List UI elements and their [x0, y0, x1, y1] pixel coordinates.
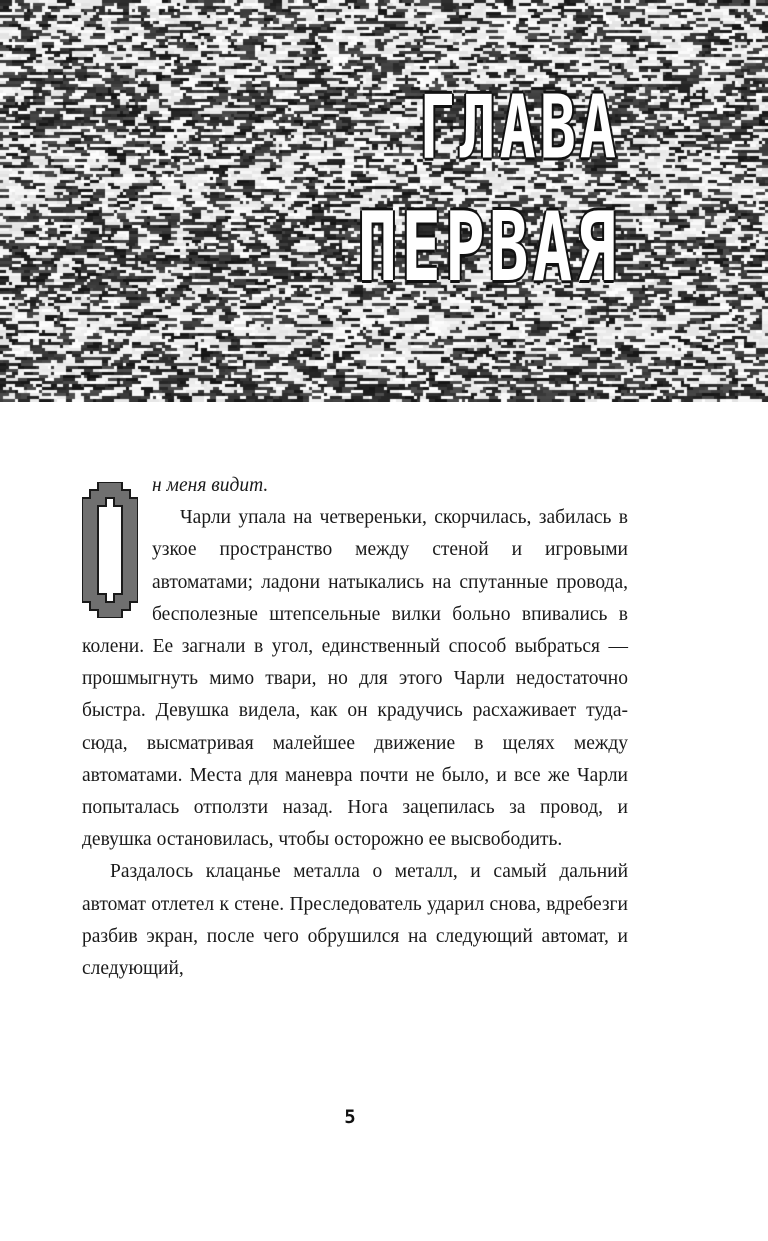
drop-cap-letter: [82, 482, 138, 618]
opening-line: н меня видит.: [152, 475, 269, 496]
paragraph: Чарли упала на четвереньки, скорчилась, забилась в узкое пространство между стеной и игровыми автоматами; ладони натыкались на спутанные провода, бесполезные штепсельные вилки больно впивались в колени. Ее загнали в угол, единственный способ выбраться — прошмыгнуть мимо твари, но для этого Чарли недостаточно быстра. Девушка видела, как он крадучись расхаживает туда-сюда, высматривая малейшее движение в щелях между автоматами. Места для маневра почти не было, и все же Чарли попыталась отползти назад. Нога зацепилась за провод, и девушка остановилась, чтобы осторожно ее высвободить.: [82, 507, 628, 851]
chapter-title-line-1: ГЛАВА: [419, 77, 620, 180]
chapter-header-static: [0, 0, 768, 402]
chapter-title-line-2: ПЕРВАЯ: [357, 191, 620, 304]
paragraph: Раздалось клацанье металла о металл, и самый дальний автомат отлетел к стене. Преследователь ударил снова, вдребезги разбив экран, после чего обрушился на следующий автомат, и следующий,: [82, 861, 628, 980]
chapter-body-text: [82, 470, 628, 985]
page-number: 5: [344, 1106, 356, 1128]
